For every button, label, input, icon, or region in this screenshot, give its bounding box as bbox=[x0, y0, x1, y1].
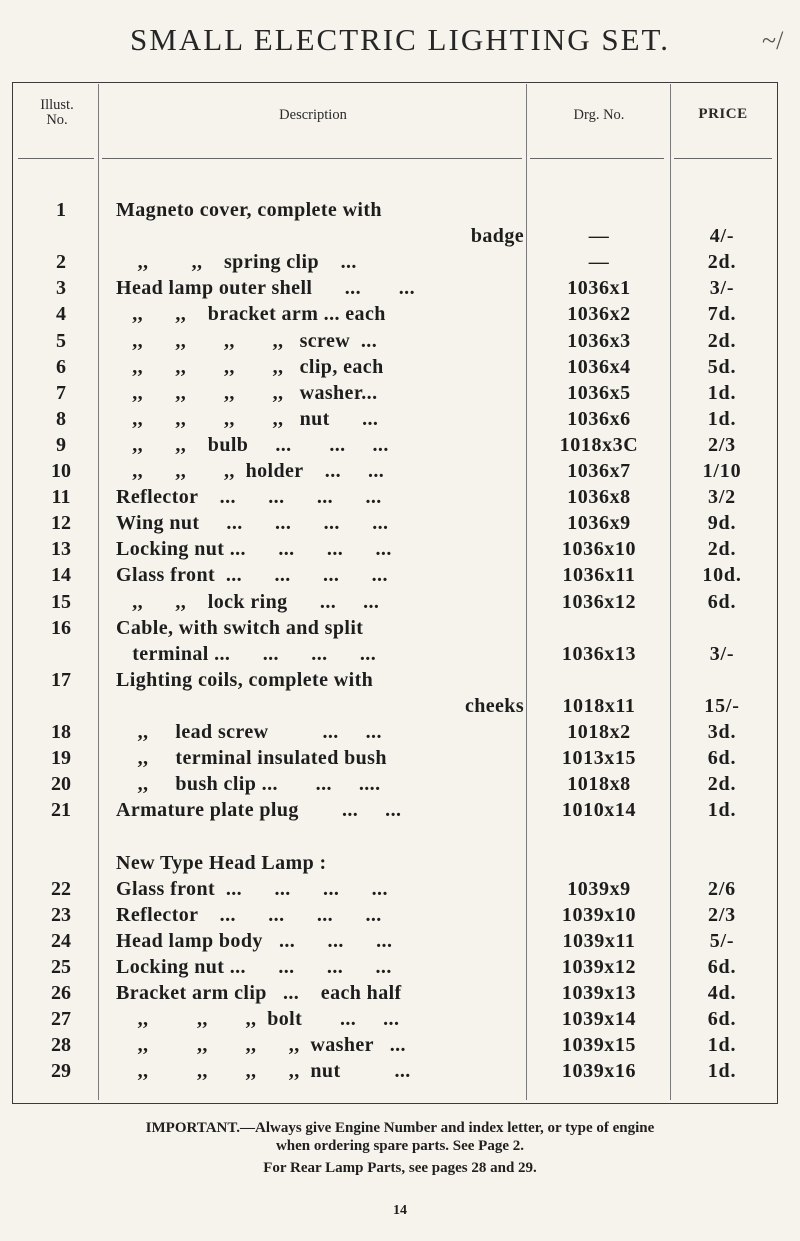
table-row bbox=[0, 902, 800, 928]
header-illust-no bbox=[16, 98, 98, 128]
part-price: 4/- bbox=[709, 225, 735, 247]
drawing-number: — bbox=[588, 225, 610, 247]
part-description: Wing nut ... ... ... ... bbox=[116, 512, 389, 534]
part-description: ,, ,, bulb ... ... ... bbox=[116, 434, 389, 456]
part-price: 1d. bbox=[707, 408, 737, 430]
part-price: 5d. bbox=[707, 356, 737, 378]
part-price: 1d. bbox=[707, 382, 737, 404]
part-description: Glass front ... ... ... ... bbox=[116, 878, 388, 900]
illust-number: 21 bbox=[51, 799, 71, 821]
illust-number: 24 bbox=[51, 930, 71, 952]
illust-number: 16 bbox=[51, 617, 71, 639]
drawing-number: 1036x10 bbox=[561, 538, 637, 560]
table-row bbox=[0, 823, 800, 849]
illust-number: 29 bbox=[51, 1060, 71, 1082]
drawing-number: 1039x9 bbox=[567, 878, 631, 900]
part-price: 3/- bbox=[709, 277, 735, 299]
illust-number: 1 bbox=[56, 199, 66, 221]
table-row bbox=[0, 275, 800, 301]
part-description: Bracket arm clip ... each half bbox=[116, 982, 402, 1004]
part-description: ,, ,, ,, ,, nut ... bbox=[116, 408, 379, 430]
part-description: ,, ,, ,, ,, washer... bbox=[116, 382, 378, 404]
table-row bbox=[0, 458, 800, 484]
drawing-number: 1036x8 bbox=[567, 486, 631, 508]
table-row bbox=[0, 1032, 800, 1058]
illust-number: 7 bbox=[56, 382, 66, 404]
part-description: ,, ,, bracket arm ... each bbox=[116, 303, 386, 325]
table-row bbox=[0, 484, 800, 510]
table-row bbox=[0, 1058, 800, 1084]
drawing-number: 1018x8 bbox=[567, 773, 631, 795]
table-row bbox=[0, 1006, 800, 1032]
drawing-number: 1036x3 bbox=[567, 330, 631, 352]
part-description: ,, ,, ,, bolt ... ... bbox=[116, 1008, 400, 1030]
drawing-number: 1039x13 bbox=[561, 982, 637, 1004]
drawing-number: 1039x16 bbox=[561, 1060, 637, 1082]
illust-number: 17 bbox=[51, 669, 71, 691]
part-description: Glass front ... ... ... ... bbox=[116, 564, 388, 586]
header-illust-line2: No. bbox=[46, 112, 68, 128]
table-row bbox=[0, 641, 800, 667]
drawing-number: 1018x11 bbox=[562, 695, 636, 717]
drawing-number: 1039x12 bbox=[561, 956, 637, 978]
part-description: ,, lead screw ... ... bbox=[116, 721, 382, 743]
part-price: 1/10 bbox=[702, 460, 742, 482]
important-note bbox=[0, 1119, 800, 1155]
part-price: 2d. bbox=[707, 773, 737, 795]
illust-number: 2 bbox=[56, 251, 66, 273]
part-price: 4d. bbox=[707, 982, 737, 1004]
part-price: 9d. bbox=[707, 512, 737, 534]
illust-number: 6 bbox=[56, 356, 66, 378]
header-drg-no: Drg. No. bbox=[573, 107, 625, 123]
table-row bbox=[0, 536, 800, 562]
part-description: Locking nut ... ... ... ... bbox=[116, 956, 392, 978]
illust-number: 11 bbox=[51, 486, 71, 508]
table-row bbox=[0, 954, 800, 980]
corner-mark: ~/ bbox=[762, 26, 784, 55]
drawing-number: 1036x12 bbox=[561, 591, 637, 613]
illust-number: 22 bbox=[51, 878, 71, 900]
part-price: 6d. bbox=[707, 1008, 737, 1030]
drawing-number: 1036x6 bbox=[567, 408, 631, 430]
drawing-number: 1039x15 bbox=[561, 1034, 637, 1056]
table-row bbox=[0, 797, 800, 823]
table-row bbox=[0, 301, 800, 327]
illust-number: 14 bbox=[51, 564, 71, 586]
illust-number: 9 bbox=[56, 434, 66, 456]
part-description: Lighting coils, complete with bbox=[116, 669, 374, 691]
header-rule bbox=[674, 158, 772, 159]
drawing-number: 1010x14 bbox=[561, 799, 637, 821]
illust-number: 12 bbox=[51, 512, 71, 534]
part-description: ,, ,, spring clip ... bbox=[116, 251, 357, 273]
table-row bbox=[0, 771, 800, 797]
part-price: 2/3 bbox=[708, 434, 736, 456]
table-row bbox=[0, 745, 800, 771]
table-row bbox=[0, 693, 800, 719]
drawing-number: 1018x2 bbox=[567, 721, 631, 743]
header-description: Description bbox=[279, 107, 347, 123]
part-description: Head lamp outer shell ... ... bbox=[116, 277, 415, 299]
drawing-number: 1039x14 bbox=[561, 1008, 637, 1030]
table-row bbox=[0, 223, 800, 249]
part-price: 10d. bbox=[702, 564, 742, 586]
part-price: 2/6 bbox=[708, 878, 736, 900]
important-line-1: IMPORTANT.—Always give Engine Number and index letter, or type of engine bbox=[145, 1120, 655, 1136]
part-price: 5/- bbox=[709, 930, 735, 952]
illust-number: 19 bbox=[51, 747, 71, 769]
part-description: ,, ,, ,, ,, screw ... bbox=[116, 330, 378, 352]
part-description: ,, ,, ,, ,, clip, each bbox=[116, 356, 384, 378]
part-description: badge bbox=[470, 225, 524, 247]
illust-number: 26 bbox=[51, 982, 71, 1004]
part-description: ,, bush clip ... ... .... bbox=[116, 773, 381, 795]
part-price: 1d. bbox=[707, 1034, 737, 1056]
table-row bbox=[0, 249, 800, 275]
table-row bbox=[0, 354, 800, 380]
part-price: 3/2 bbox=[708, 486, 736, 508]
drawing-number: 1036x1 bbox=[567, 277, 631, 299]
part-price: 3d. bbox=[707, 721, 737, 743]
part-price: 3/- bbox=[709, 643, 735, 665]
table-row bbox=[0, 667, 800, 693]
header-rule bbox=[102, 158, 522, 159]
part-description: ,, ,, ,, ,, washer ... bbox=[116, 1034, 406, 1056]
part-description: Reflector ... ... ... ... bbox=[116, 904, 382, 926]
part-price: 15/- bbox=[704, 695, 740, 717]
page-number: 14 bbox=[393, 1203, 407, 1218]
header-price: PRICE bbox=[698, 106, 748, 122]
part-description: ,, ,, ,, holder ... ... bbox=[116, 460, 385, 482]
table-row bbox=[0, 406, 800, 432]
drawing-number: — bbox=[588, 251, 610, 273]
illust-number: 5 bbox=[56, 330, 66, 352]
part-description: ,, terminal insulated bush bbox=[116, 747, 387, 769]
part-price: 2d. bbox=[707, 538, 737, 560]
part-description: ,, ,, ,, ,, nut ... bbox=[116, 1060, 411, 1082]
table-row bbox=[0, 432, 800, 458]
table-row bbox=[0, 589, 800, 615]
illust-number: 3 bbox=[56, 277, 66, 299]
part-description: Cable, with switch and split bbox=[116, 617, 364, 639]
part-price: 1d. bbox=[707, 1060, 737, 1082]
header-illust-line1: Illust. bbox=[40, 97, 74, 113]
part-price: 6d. bbox=[707, 591, 737, 613]
table-row bbox=[0, 876, 800, 902]
illust-number: 27 bbox=[51, 1008, 71, 1030]
table-row bbox=[0, 380, 800, 406]
table-row bbox=[0, 562, 800, 588]
part-price: 7d. bbox=[707, 303, 737, 325]
illust-number: 18 bbox=[51, 721, 71, 743]
table-row bbox=[0, 328, 800, 354]
illust-number: 25 bbox=[51, 956, 71, 978]
part-description: Reflector ... ... ... ... bbox=[116, 486, 382, 508]
illust-number: 10 bbox=[51, 460, 71, 482]
drawing-number: 1036x7 bbox=[567, 460, 631, 482]
illust-number: 20 bbox=[51, 773, 71, 795]
drawing-number: 1018x3C bbox=[559, 434, 639, 456]
header-rule bbox=[530, 158, 664, 159]
table-row bbox=[0, 719, 800, 745]
drawing-number: 1036x9 bbox=[567, 512, 631, 534]
part-description: Armature plate plug ... ... bbox=[116, 799, 402, 821]
header-rule bbox=[18, 158, 94, 159]
part-price: 6d. bbox=[707, 956, 737, 978]
drawing-number: 1036x13 bbox=[561, 643, 637, 665]
part-price: 2/3 bbox=[708, 904, 736, 926]
table-row bbox=[0, 197, 800, 223]
part-price: 2d. bbox=[707, 330, 737, 352]
part-description: New Type Head Lamp : bbox=[116, 852, 327, 874]
part-price: 2d. bbox=[707, 251, 737, 273]
drawing-number: 1039x11 bbox=[562, 930, 636, 952]
illust-number: 4 bbox=[56, 303, 66, 325]
table-row bbox=[0, 850, 800, 876]
table-row bbox=[0, 510, 800, 536]
part-description: terminal ... ... ... ... bbox=[116, 643, 377, 665]
part-description: ,, ,, lock ring ... ... bbox=[116, 591, 380, 613]
table-row bbox=[0, 928, 800, 954]
part-description: cheeks bbox=[464, 695, 524, 717]
important-line-2: when ordering spare parts. See Page 2. bbox=[275, 1138, 525, 1154]
table-row bbox=[0, 980, 800, 1006]
part-description: Head lamp body ... ... ... bbox=[116, 930, 393, 952]
drawing-number: 1036x11 bbox=[562, 564, 636, 586]
illust-number: 8 bbox=[56, 408, 66, 430]
drawing-number: 1036x2 bbox=[567, 303, 631, 325]
illust-number: 13 bbox=[51, 538, 71, 560]
part-price: 1d. bbox=[707, 799, 737, 821]
page-title: SMALL ELECTRIC LIGHTING SET. bbox=[130, 22, 670, 57]
illust-number: 15 bbox=[51, 591, 71, 613]
drawing-number: 1036x4 bbox=[567, 356, 631, 378]
part-price: 6d. bbox=[707, 747, 737, 769]
illust-number: 28 bbox=[51, 1034, 71, 1056]
drawing-number: 1039x10 bbox=[561, 904, 637, 926]
drawing-number: 1013x15 bbox=[561, 747, 637, 769]
table-row bbox=[0, 615, 800, 641]
illust-number: 23 bbox=[51, 904, 71, 926]
part-description: Locking nut ... ... ... ... bbox=[116, 538, 392, 560]
drawing-number: 1036x5 bbox=[567, 382, 631, 404]
rear-lamp-note: For Rear Lamp Parts, see pages 28 and 29. bbox=[263, 1160, 537, 1176]
part-description: Magneto cover, complete with bbox=[116, 199, 382, 221]
